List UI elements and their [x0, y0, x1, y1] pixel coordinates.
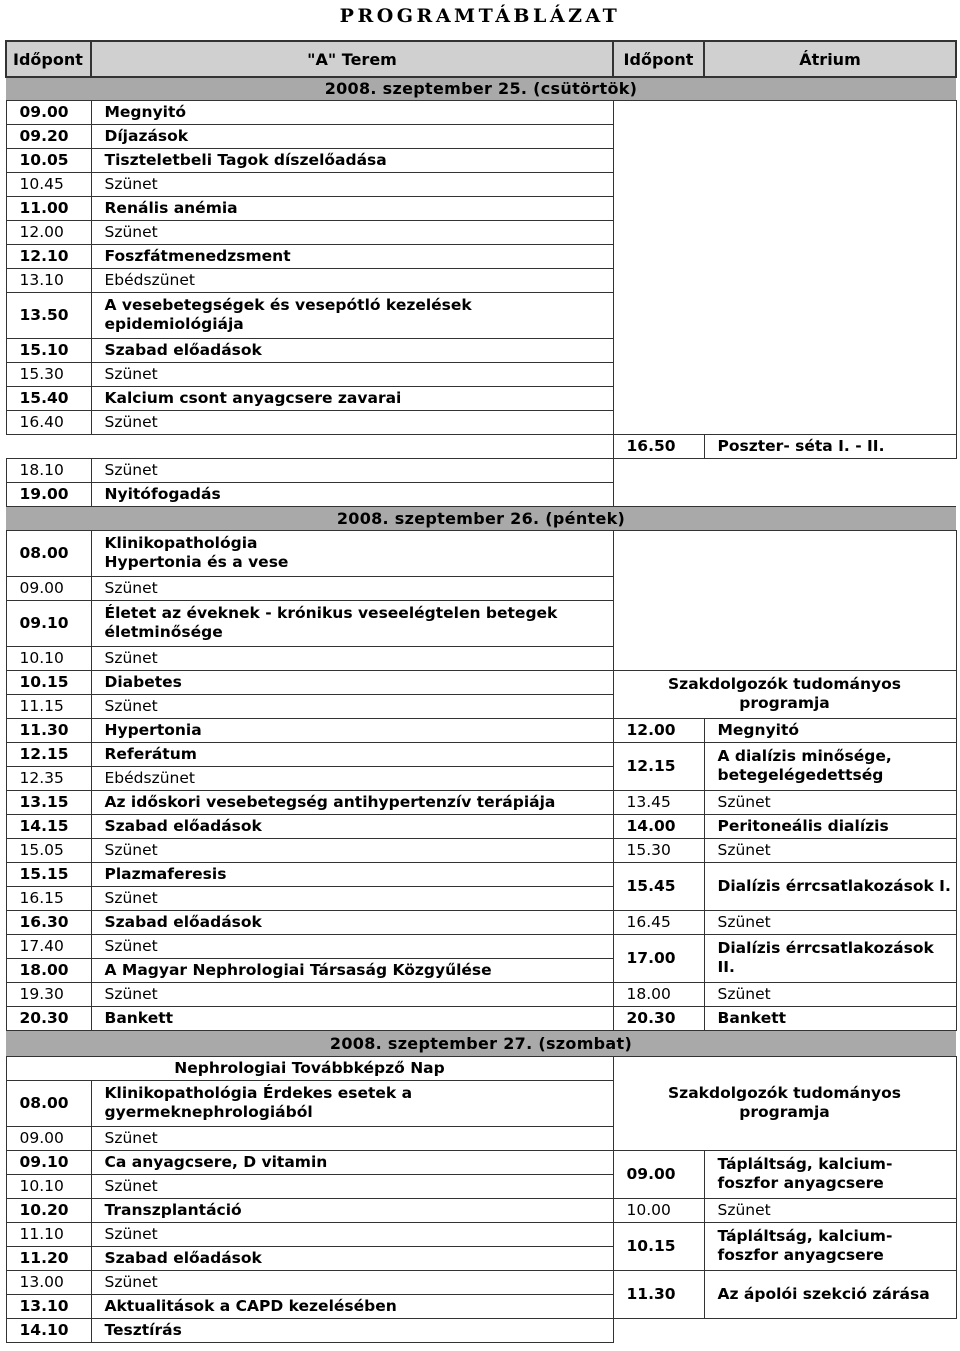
atrium-event-cell: Dialízis érrcsatlakozások II. — [704, 934, 956, 982]
time-cell: 13.10 — [6, 268, 91, 292]
atrium-program-title: Szakdolgozók tudományos programja — [613, 670, 956, 718]
table-row — [6, 670, 956, 694]
atrium-time-cell: 20.30 — [613, 1006, 704, 1030]
event-cell: Diabetes — [91, 670, 613, 694]
table-row — [6, 1056, 956, 1080]
event-cell: Ebédszünet — [91, 268, 613, 292]
time-cell: 11.00 — [6, 196, 91, 220]
time-cell: 11.30 — [6, 718, 91, 742]
day-2-label: 2008. szeptember 26. (péntek) — [6, 506, 956, 530]
table-row — [6, 838, 956, 862]
atrium-time-cell: 15.45 — [613, 862, 704, 910]
atrium-event-cell: Szünet — [704, 910, 956, 934]
table-row — [6, 530, 956, 576]
time-cell: 11.10 — [6, 1222, 91, 1246]
event-cell: Nyitófogadás — [91, 482, 613, 506]
time-cell: 12.35 — [6, 766, 91, 790]
day-3-label: 2008. szeptember 27. (szombat) — [6, 1030, 956, 1056]
time-cell: 20.30 — [6, 1006, 91, 1030]
table-row — [6, 458, 956, 482]
time-cell: 17.40 — [6, 934, 91, 958]
event-cell: Hypertonia — [91, 718, 613, 742]
header-time-2: Időpont — [613, 41, 704, 77]
time-cell: 10.05 — [6, 148, 91, 172]
atrium-time-cell: 09.00 — [613, 1150, 704, 1198]
event-cell: Aktualitások a CAPD kezelésében — [91, 1294, 613, 1318]
table-row — [6, 1006, 956, 1030]
event-cell: Díjazások — [91, 124, 613, 148]
table-row — [6, 982, 956, 1006]
event-cell: Renális anémia — [91, 196, 613, 220]
event-cell: Klinikopathológia Érdekes esetek a gyermeknephrologiából — [91, 1080, 613, 1126]
table-row — [6, 1222, 956, 1246]
atrium-empty — [613, 100, 956, 434]
time-cell: 09.20 — [6, 124, 91, 148]
time-cell: 09.00 — [6, 1126, 91, 1150]
event-cell: A vesebetegségek és vesepótló kezelések epidemiológiája — [91, 292, 613, 338]
event-cell: Szünet — [91, 362, 613, 386]
time-cell: 16.15 — [6, 886, 91, 910]
event-cell: Szünet — [91, 1222, 613, 1246]
room-a-empty — [6, 434, 613, 458]
table-row — [6, 718, 956, 742]
atrium-event-cell: Szünet — [704, 982, 956, 1006]
event-cell: Szabad előadások — [91, 910, 613, 934]
atrium-empty — [613, 1318, 956, 1342]
atrium-event-cell: Poszter- séta I. - II. — [704, 434, 956, 458]
event-cell: Az időskori vesebetegség antihypertenzív terápiája — [91, 790, 613, 814]
atrium-event-cell: Tápláltság, kalcium-foszfor anyagcsere — [704, 1222, 956, 1270]
event-cell: Szabad előadások — [91, 338, 613, 362]
event-cell: Bankett — [91, 1006, 613, 1030]
time-cell: 13.50 — [6, 292, 91, 338]
table-header — [6, 41, 956, 77]
event-cell: Szünet — [91, 886, 613, 910]
event-cell: Szünet — [91, 982, 613, 1006]
event-cell: Kalcium csont anyagcsere zavarai — [91, 386, 613, 410]
atrium-time-cell: 14.00 — [613, 814, 704, 838]
time-cell: 18.00 — [6, 958, 91, 982]
event-cell: Szünet — [91, 646, 613, 670]
event-cell: Szünet — [91, 172, 613, 196]
time-cell: 13.00 — [6, 1270, 91, 1294]
event-cell: Életet az éveknek - krónikus veseelégtelen betegek életminősége — [91, 600, 613, 646]
atrium-event-cell: Bankett — [704, 1006, 956, 1030]
header-atrium: Átrium — [704, 41, 956, 77]
time-cell: 10.20 — [6, 1198, 91, 1222]
atrium-time-cell: 16.45 — [613, 910, 704, 934]
atrium-time-cell: 18.00 — [613, 982, 704, 1006]
time-cell: 10.10 — [6, 646, 91, 670]
event-cell: Szünet — [91, 576, 613, 600]
atrium-time-cell: 10.15 — [613, 1222, 704, 1270]
time-cell: 12.10 — [6, 244, 91, 268]
time-cell: 13.15 — [6, 790, 91, 814]
table-row — [6, 1318, 956, 1342]
table-row — [6, 910, 956, 934]
event-cell: Szünet — [91, 1174, 613, 1198]
table-row — [6, 814, 956, 838]
program-table — [5, 40, 957, 1343]
atrium-time-cell: 16.50 — [613, 434, 704, 458]
table-row — [6, 934, 956, 958]
time-cell: 19.00 — [6, 482, 91, 506]
event-cell: A Magyar Nephrologiai Társaság Közgyűlése — [91, 958, 613, 982]
time-cell: 09.00 — [6, 576, 91, 600]
time-cell: 14.10 — [6, 1318, 91, 1342]
table-row — [6, 1270, 956, 1294]
event-cell: Szünet — [91, 1270, 613, 1294]
atrium-event-cell: Szünet — [704, 790, 956, 814]
table-row — [6, 1150, 956, 1174]
event-cell: Szünet — [91, 410, 613, 434]
event-cell: Transzplantáció — [91, 1198, 613, 1222]
time-cell: 15.05 — [6, 838, 91, 862]
time-cell: 08.00 — [6, 1080, 91, 1126]
time-cell: 09.00 — [6, 100, 91, 124]
time-cell: 12.00 — [6, 220, 91, 244]
atrium-event-cell: Szünet — [704, 838, 956, 862]
event-cell: Tiszteletbeli Tagok díszelőadása — [91, 148, 613, 172]
event-cell: Szabad előadások — [91, 1246, 613, 1270]
time-cell: 15.15 — [6, 862, 91, 886]
atrium-event-cell: Megnyitó — [704, 718, 956, 742]
page-title: PROGRAMTÁBLÁZAT — [339, 5, 621, 27]
event-cell: Szünet — [91, 220, 613, 244]
day-3-header — [6, 1030, 956, 1056]
atrium-time-cell: 17.00 — [613, 934, 704, 982]
time-cell: 19.30 — [6, 982, 91, 1006]
event-cell: Tesztírás — [91, 1318, 613, 1342]
event-cell: Plazmaferesis — [91, 862, 613, 886]
event-cell: Foszfátmenedzsment — [91, 244, 613, 268]
header-room-a: "A" Terem — [91, 41, 613, 77]
time-cell: 11.15 — [6, 694, 91, 718]
time-cell: 09.10 — [6, 1150, 91, 1174]
event-cell: Klinikopathológia Hypertonia és a vese — [91, 530, 613, 576]
time-cell: 14.15 — [6, 814, 91, 838]
atrium-event-cell: A dialízis minősége, betegelégedettség — [704, 742, 956, 790]
atrium-time-cell: 10.00 — [613, 1198, 704, 1222]
table-row — [6, 742, 956, 766]
day-3-subtitle: Nephrologiai Továbbképző Nap — [6, 1056, 613, 1080]
atrium-event-cell: Dialízis érrcsatlakozások I. — [704, 862, 956, 910]
time-cell: 12.15 — [6, 742, 91, 766]
day-1-label: 2008. szeptember 25. (csütörtök) — [6, 77, 956, 100]
time-cell: 15.40 — [6, 386, 91, 410]
atrium-event-cell: Szünet — [704, 1198, 956, 1222]
time-cell: 15.10 — [6, 338, 91, 362]
table-row — [6, 434, 956, 458]
table-row — [6, 100, 956, 124]
event-cell: Szünet — [91, 934, 613, 958]
time-cell: 16.30 — [6, 910, 91, 934]
atrium-event-cell: Az ápolói szekció zárása — [704, 1270, 956, 1318]
atrium-time-cell: 15.30 — [613, 838, 704, 862]
atrium-empty — [613, 530, 956, 670]
atrium-time-cell: 11.30 — [613, 1270, 704, 1318]
time-cell: 11.20 — [6, 1246, 91, 1270]
time-cell: 13.10 — [6, 1294, 91, 1318]
event-cell: Ca anyagcsere, D vitamin — [91, 1150, 613, 1174]
table-row — [6, 862, 956, 886]
atrium-event-cell: Peritoneális dialízis — [704, 814, 956, 838]
time-cell: 10.10 — [6, 1174, 91, 1198]
event-cell: Szünet — [91, 1126, 613, 1150]
event-cell: Szünet — [91, 838, 613, 862]
atrium-time-cell: 12.15 — [613, 742, 704, 790]
atrium-program-title: Szakdolgozók tudományos programja — [613, 1056, 956, 1150]
day-1-header — [6, 77, 956, 100]
event-cell: Megnyitó — [91, 100, 613, 124]
event-cell: Szabad előadások — [91, 814, 613, 838]
time-cell: 18.10 — [6, 458, 91, 482]
atrium-time-cell: 12.00 — [613, 718, 704, 742]
time-cell: 10.45 — [6, 172, 91, 196]
time-cell: 16.40 — [6, 410, 91, 434]
time-cell: 08.00 — [6, 530, 91, 576]
atrium-empty — [613, 458, 956, 506]
time-cell: 09.10 — [6, 600, 91, 646]
day-2-header — [6, 506, 956, 530]
atrium-event-cell: Tápláltság, kalcium-foszfor anyagcsere — [704, 1150, 956, 1198]
table-row — [6, 790, 956, 814]
time-cell: 10.15 — [6, 670, 91, 694]
event-cell: Ebédszünet — [91, 766, 613, 790]
event-cell: Szünet — [91, 694, 613, 718]
table-row — [6, 1198, 956, 1222]
atrium-time-cell: 13.45 — [613, 790, 704, 814]
time-cell: 15.30 — [6, 362, 91, 386]
header-time-1: Időpont — [6, 41, 91, 77]
event-cell: Referátum — [91, 742, 613, 766]
event-cell: Szünet — [91, 458, 613, 482]
